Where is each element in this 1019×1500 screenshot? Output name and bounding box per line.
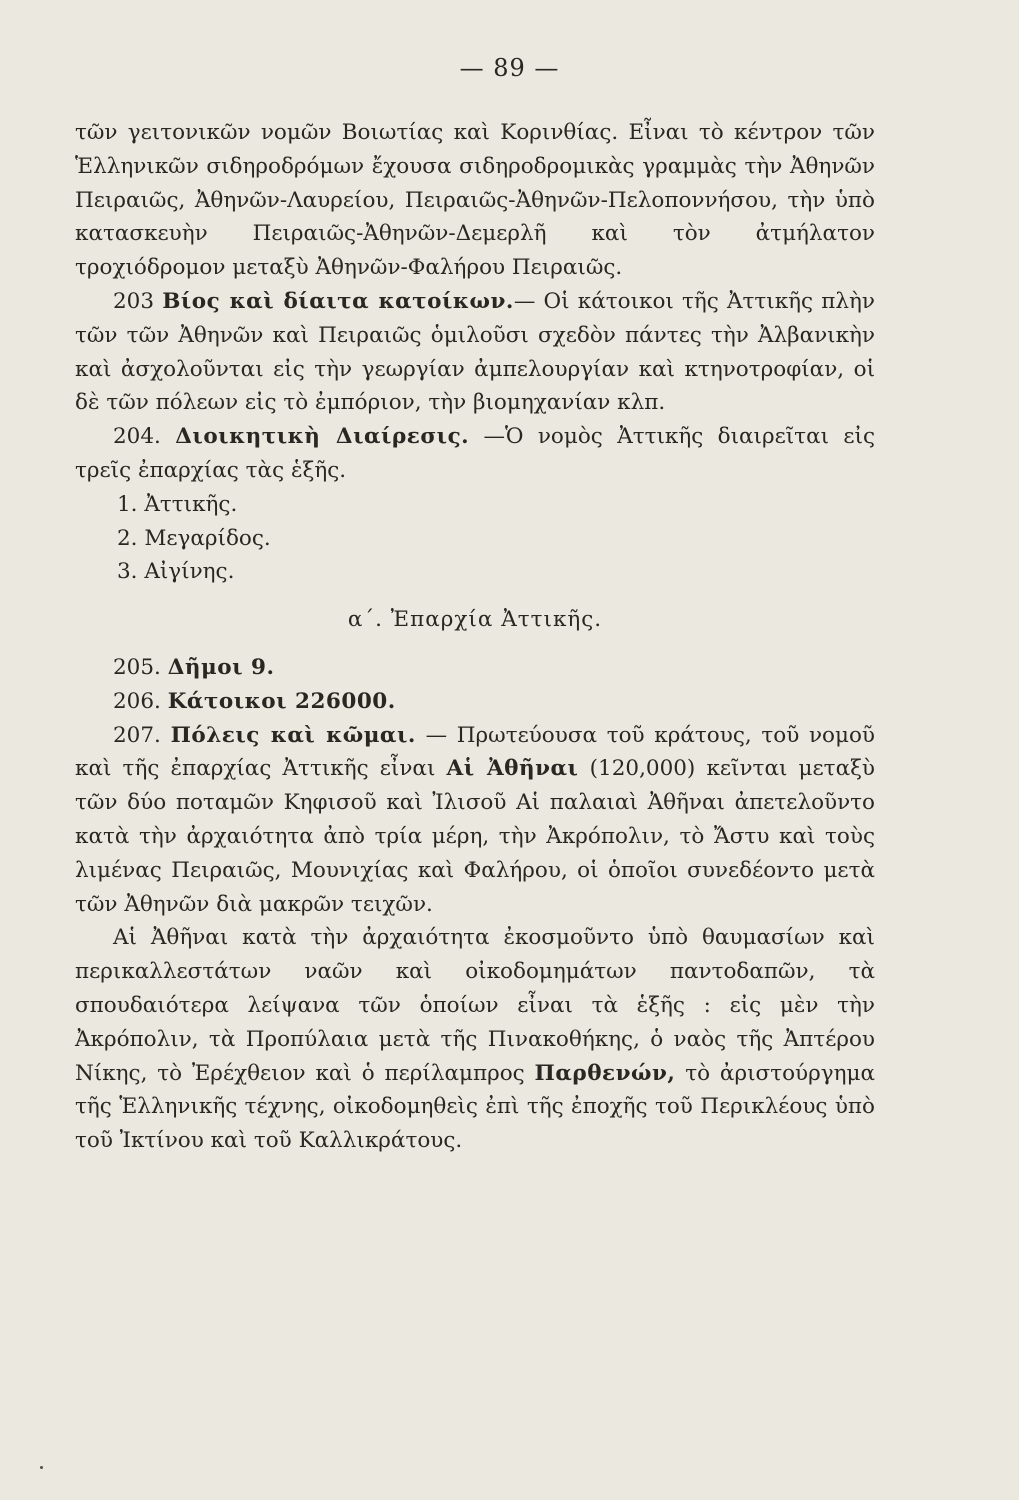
section-203-dash: —: [513, 288, 536, 314]
intro-paragraph: τῶν γειτονικῶν νομῶν Βοιωτίας καὶ Κορινθίας. Εἶναι τὸ κέντρον τῶν Ἑλληνικῶν σιδηροδρόμων ἔχουσα σιδηροδρομικὰς γραμμὰς τὴν Ἀθηνῶν Πειραιῶς, Ἀθηνῶν-Λαυρείου, Πειραιῶς-Ἀθηνῶν-Πελοποννήσου, τὴν ὑπὸ κατασκευὴν Πειραιῶς-Ἀθηνῶν-Δεμερλῆ καὶ τὸν ἀτμήλατον τροχιόδρομον μεταξὺ Ἀθηνῶν-Φαλήρου Πειραιῶς.: [75, 120, 875, 281]
section-206-number: 206.: [113, 688, 161, 714]
list-item: 2. Μεγαρίδος.: [117, 525, 271, 551]
province-list: [75, 488, 875, 589]
section-203-title: Βίος καὶ δίαιτα κατοίκων.: [162, 288, 514, 314]
section-207-text-a: Πρωτεύουσα τοῦ κράτους, τοῦ νομοῦ καὶ τῆς ἐπαρχίας Ἀττικῆς εἶναι: [75, 722, 875, 782]
section-206: [75, 685, 875, 719]
section-204-title: Διοικητικὴ Διαίρεσις.: [175, 424, 470, 450]
parthenon-name: Παρθενών,: [534, 1060, 676, 1086]
section-204-number: 204.: [113, 424, 161, 450]
list-item: 1. Ἀττικῆς.: [117, 491, 238, 517]
section-207-dash: —: [425, 722, 448, 748]
section-207-text-b: (120,000) κεῖνται μεταξὺ τῶν δύο ποταμῶν Κηφισοῦ καὶ Ἰλισοῦ Αἱ παλαιαὶ Ἀθῆναι ἀπετελοῦντο κατὰ τὴν ἀρχαιότητα ἀπὸ τρία μέρη, τὴν Ἀκρόπολιν, τὸ Ἄστυ καὶ τοὺς λιμένας Πειραιῶς, Μουνιχίας καὶ Φαλήρου, οἱ ὁποῖοι συνεδέοντο μετὰ τῶν Ἀθηνῶν διὰ μακρῶν τειχῶν.: [75, 756, 875, 917]
section-203: [75, 285, 875, 420]
city-name: Αἱ Ἀθῆναι: [446, 756, 579, 782]
section-205-title: Δῆμοι 9.: [167, 654, 275, 680]
section-203-number: 203: [113, 288, 155, 314]
section-205-number: 205.: [113, 654, 161, 680]
section-205: [75, 651, 875, 685]
section-207-number: 207.: [113, 722, 161, 748]
section-203-text: Οἱ κάτοικοι τῆς Ἀττικῆς πλὴν τῶν τῶν Ἀθηνῶν καὶ Πειραιῶς ὁμιλοῦσι σχεδὸν πάντες τὴν Ἀλβανικὴν καὶ ἀσχολοῦνται εἰς τὴν γεωργίαν ἀμπελουργίαν καὶ κτηνοτροφίαν, οἱ δὲ τῶν πόλεων εἰς τὸ ἐμπόριον, τὴν βιομηχανίαν κλπ.: [75, 288, 875, 416]
closing-text-b: τὸ ἀριστούργημα τῆς Ἑλληνικῆς τέχνης, οἰκοδομηθεὶς ἐπὶ τῆς ἐποχῆς τοῦ Περικλέους ὑπὸ τοῦ Ἰκτίνου καὶ τοῦ Καλλικράτους.: [75, 1060, 875, 1154]
list-item: 3. Αἰγίνης.: [117, 559, 235, 585]
section-204-dash: —: [483, 424, 506, 450]
subheading: α΄. Ἐπαρχία Ἀττικῆς.: [347, 607, 603, 633]
closing-text-a: Αἱ Ἀθῆναι κατὰ τὴν ἀρχαιότητα ἐκοσμοῦντο ὑπὸ θαυμασίων καὶ περικαλλεστάτων ναῶν καὶ οἰκοδομημάτων παντοδαπῶν, τὰ σπουδαιότερα λείψανα τῶν ὁποίων εἶναι τὰ ἑξῆς : εἰς μὲν τὴν Ἀκρόπολιν, τὰ Προπύλαια μετὰ τῆς Πινακοθήκης, ὁ ναὸς τῆς Ἀπτέρου Νίκης, τὸ Ἐρέχθειον καὶ ὁ περίλαμπρος: [75, 925, 875, 1086]
section-207: [75, 719, 875, 922]
section-204-text: Ὁ νομὸς Ἀττικῆς διαιρεῖται εἰς τρεῖς ἐπαρχίας τὰς ἑξῆς.: [75, 424, 875, 483]
page-number: — 89 —: [459, 54, 560, 82]
page-text: [75, 116, 875, 1158]
closing-paragraph: [75, 921, 875, 1158]
print-speck: [40, 1466, 43, 1469]
section-204: [75, 420, 875, 488]
section-207-title: Πόλεις καὶ κῶμαι.: [170, 722, 416, 748]
section-206-title: Κάτοικοι 226000.: [167, 688, 396, 714]
